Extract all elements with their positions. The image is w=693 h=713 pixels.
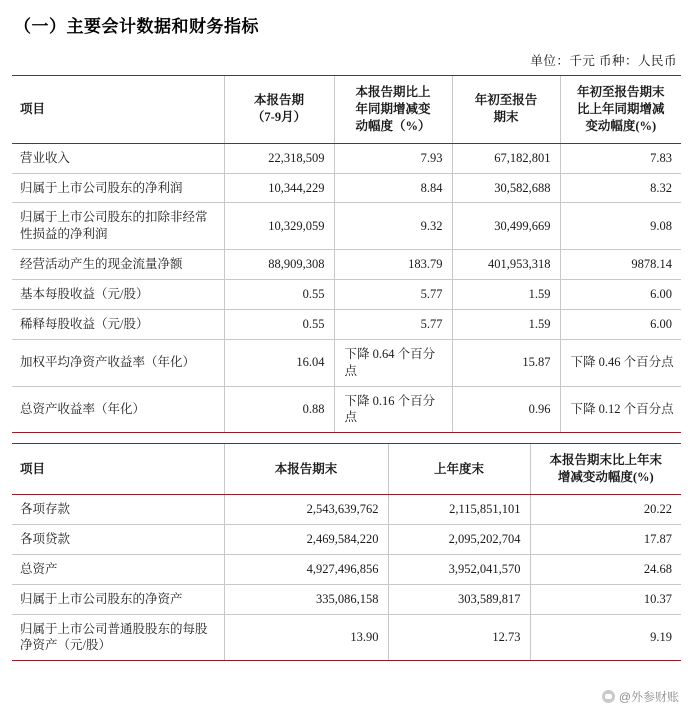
col-header-ytd — [452, 76, 560, 144]
cell-current-change: 下降 0.64 个百分点 — [334, 339, 452, 386]
row-label: 加权平均净资产收益率（年化） — [12, 339, 224, 386]
row-label: 各项贷款 — [12, 524, 224, 554]
cell-ytd-change: 9.08 — [560, 203, 681, 250]
cell-current-end: 2,543,639,762 — [224, 495, 388, 525]
cell-current-change: 7.93 — [334, 143, 452, 173]
cell-current-end: 335,086,158 — [224, 584, 388, 614]
row-label: 归属于上市公司普通股股东的每股净资产（元/股） — [12, 614, 224, 661]
row-label: 营业收入 — [12, 143, 224, 173]
cell-prior-end: 12.73 — [388, 614, 530, 661]
cell-current-end: 13.90 — [224, 614, 388, 661]
cell-ytd: 1.59 — [452, 309, 560, 339]
table-header-row — [12, 444, 681, 495]
cell-ytd-change: 下降 0.12 个百分点 — [560, 386, 681, 433]
cell-ytd: 401,953,318 — [452, 250, 560, 280]
cell-current-period: 0.88 — [224, 386, 334, 433]
table-row — [12, 614, 681, 661]
col-header-current-period — [224, 76, 334, 144]
col-header-current-change — [334, 76, 452, 144]
table-row — [12, 173, 681, 203]
col-header-change-line2: 增减变动幅度(%) — [557, 470, 654, 485]
cell-prior-end: 2,095,202,704 — [388, 524, 530, 554]
row-label: 归属于上市公司股东的净资产 — [12, 584, 224, 614]
col-header-ytd-change-line2: 比上年同期增减 — [576, 101, 665, 116]
cell-change: 20.22 — [530, 495, 681, 525]
cell-ytd: 67,182,801 — [452, 143, 560, 173]
row-label: 归属于上市公司股东的扣除非经常性损益的净利润 — [12, 203, 224, 250]
col-header-current-period-line2: （7-9月） — [251, 110, 307, 125]
col-header-prior-end: 上年度末 — [388, 444, 530, 495]
unit-note: 单位：千元 币种：人民币 — [530, 54, 677, 68]
cell-prior-end: 2,115,851,101 — [388, 495, 530, 525]
col-header-current-end: 本报告期末 — [224, 444, 388, 495]
cell-ytd-change: 6.00 — [560, 309, 681, 339]
cell-current-period: 10,329,059 — [224, 203, 334, 250]
cell-current-period: 10,344,229 — [224, 173, 334, 203]
page-title: （一）主要会计数据和财务指标 — [14, 17, 259, 36]
cell-current-change: 9.32 — [334, 203, 452, 250]
table-row — [12, 524, 681, 554]
table-row — [12, 250, 681, 280]
cell-ytd: 1.59 — [452, 280, 560, 310]
col-header-item: 项目 — [12, 444, 224, 495]
cell-current-end: 2,469,584,220 — [224, 524, 388, 554]
table-row — [12, 203, 681, 250]
cell-change: 17.87 — [530, 524, 681, 554]
row-label: 基本每股收益（元/股） — [12, 280, 224, 310]
cell-ytd: 0.96 — [452, 386, 560, 433]
cell-current-period: 88,909,308 — [224, 250, 334, 280]
cell-change: 9.19 — [530, 614, 681, 661]
row-label: 经营活动产生的现金流量净额 — [12, 250, 224, 280]
row-label: 稀释每股收益（元/股） — [12, 309, 224, 339]
cell-ytd-change: 8.32 — [560, 173, 681, 203]
col-header-change-line1: 本报告期末比上年末 — [549, 453, 662, 468]
cell-ytd-change: 下降 0.46 个百分点 — [560, 339, 681, 386]
cell-current-period: 22,318,509 — [224, 143, 334, 173]
cell-current-period: 0.55 — [224, 309, 334, 339]
col-header-current-change-line3: 动幅度（%） — [355, 118, 431, 133]
col-header-ytd-line2: 期末 — [493, 110, 519, 125]
table-row — [12, 309, 681, 339]
cell-ytd: 15.87 — [452, 339, 560, 386]
cell-current-period: 16.04 — [224, 339, 334, 386]
cell-current-change: 5.77 — [334, 309, 452, 339]
cell-prior-end: 303,589,817 — [388, 584, 530, 614]
table-row — [12, 386, 681, 433]
col-header-ytd-change — [560, 76, 681, 144]
col-header-current-change-line2: 年同期增减变 — [355, 101, 431, 116]
cell-current-end: 4,927,496,856 — [224, 554, 388, 584]
watermark-label: @外参财账 — [618, 690, 679, 704]
cell-ytd-change: 7.83 — [560, 143, 681, 173]
col-header-ytd-change-line3: 变动幅度(%) — [585, 118, 657, 133]
watermark — [602, 688, 679, 705]
table-row — [12, 554, 681, 584]
financial-table-balance — [12, 443, 681, 661]
cell-prior-end: 3,952,041,570 — [388, 554, 530, 584]
cell-current-change: 183.79 — [334, 250, 452, 280]
cell-change: 24.68 — [530, 554, 681, 584]
row-label: 归属于上市公司股东的净利润 — [12, 173, 224, 203]
table-row — [12, 280, 681, 310]
col-header-current-period-line1: 本报告期 — [253, 93, 304, 108]
col-header-change — [530, 444, 681, 495]
cell-current-change: 下降 0.16 个百分点 — [334, 386, 452, 433]
table-row — [12, 495, 681, 525]
row-label: 总资产 — [12, 554, 224, 584]
table-row — [12, 339, 681, 386]
col-header-current-change-line1: 本报告期比上 — [355, 85, 431, 99]
row-label: 各项存款 — [12, 495, 224, 525]
financial-table-period — [12, 75, 681, 433]
weibo-icon — [602, 690, 615, 703]
cell-ytd: 30,499,669 — [452, 203, 560, 250]
table-row — [12, 143, 681, 173]
col-header-item: 项目 — [12, 76, 224, 144]
cell-ytd-change: 9878.14 — [560, 250, 681, 280]
cell-current-change: 8.84 — [334, 173, 452, 203]
cell-change: 10.37 — [530, 584, 681, 614]
cell-ytd-change: 6.00 — [560, 280, 681, 310]
table-spacer — [12, 433, 681, 443]
cell-current-period: 0.55 — [224, 280, 334, 310]
col-header-ytd-line1: 年初至报告 — [474, 93, 538, 108]
col-header-ytd-change-line1: 年初至报告期末 — [576, 85, 665, 99]
cell-current-change: 5.77 — [334, 280, 452, 310]
cell-ytd: 30,582,688 — [452, 173, 560, 203]
row-label: 总资产收益率（年化） — [12, 386, 224, 433]
table-header-row — [12, 76, 681, 144]
table-row — [12, 584, 681, 614]
